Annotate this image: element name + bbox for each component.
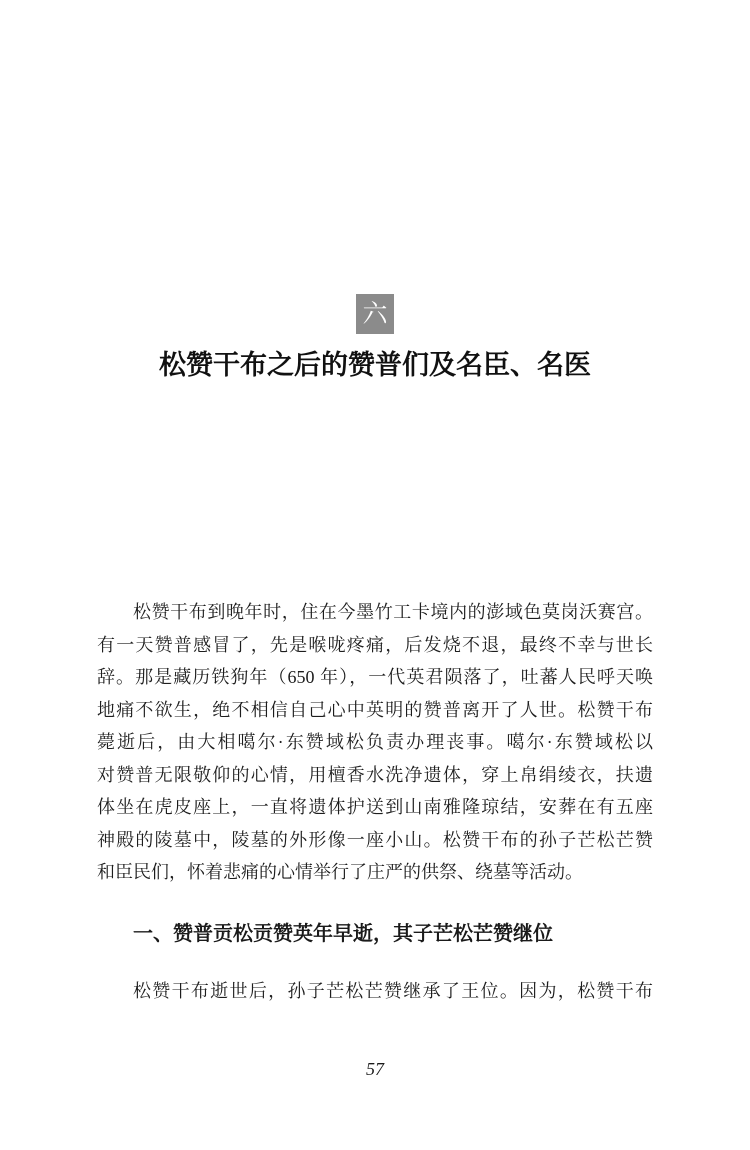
text-line: 地痛不欲生，绝不相信自己心中英明的赞普离开了人世。松赞干布	[97, 699, 653, 720]
text-line: 薨逝后，由大相噶尔·东赞域松负责办理丧事。噶尔·东赞域松以	[97, 732, 653, 752]
text-line: 和臣民们，怀着悲痛的心情举行了庄严的供祭、绕墓等活动。	[97, 862, 583, 882]
text-line: 对赞普无限敬仰的心情，用檀香水洗净遗体，穿上帛绢绫衣，扶遗	[97, 764, 653, 785]
text-line: 体坐在虎皮座上，一直将遗体护送到山南雅隆琼结，安葬在有五座	[97, 797, 653, 817]
chapter-number-badge	[356, 294, 394, 334]
text-line: 松赞干布到晚年时，住在今墨竹工卡境内的澎域色莫岗沃赛宫。	[133, 602, 653, 622]
text-line: 松赞干布逝世后，孙子芒松芒赞继承了王位。因为，松赞干布	[133, 980, 653, 1001]
section-paragraph	[97, 975, 653, 1008]
chapter-number-label: 六	[362, 300, 388, 328]
section-heading: 一、赞普贡松贡赞英年早逝，其子芒松芒赞继位	[133, 922, 553, 945]
page-number: 57	[366, 1059, 384, 1079]
text-line: 有一天赞普感冒了，先是喉咙疼痛，后发烧不退，最终不幸与世长	[97, 634, 653, 655]
chapter-title: 松赞干布之后的赞普们及名臣、名医	[159, 350, 591, 380]
text-line: 神殿的陵墓中，陵墓的外形像一座小山。松赞干布的孙子芒松芒赞	[97, 829, 653, 850]
text-line: 辞。那是藏历铁狗年（650 年），一代英君陨落了，吐蕃人民呼天唤	[97, 667, 653, 687]
opening-paragraph	[97, 596, 653, 889]
